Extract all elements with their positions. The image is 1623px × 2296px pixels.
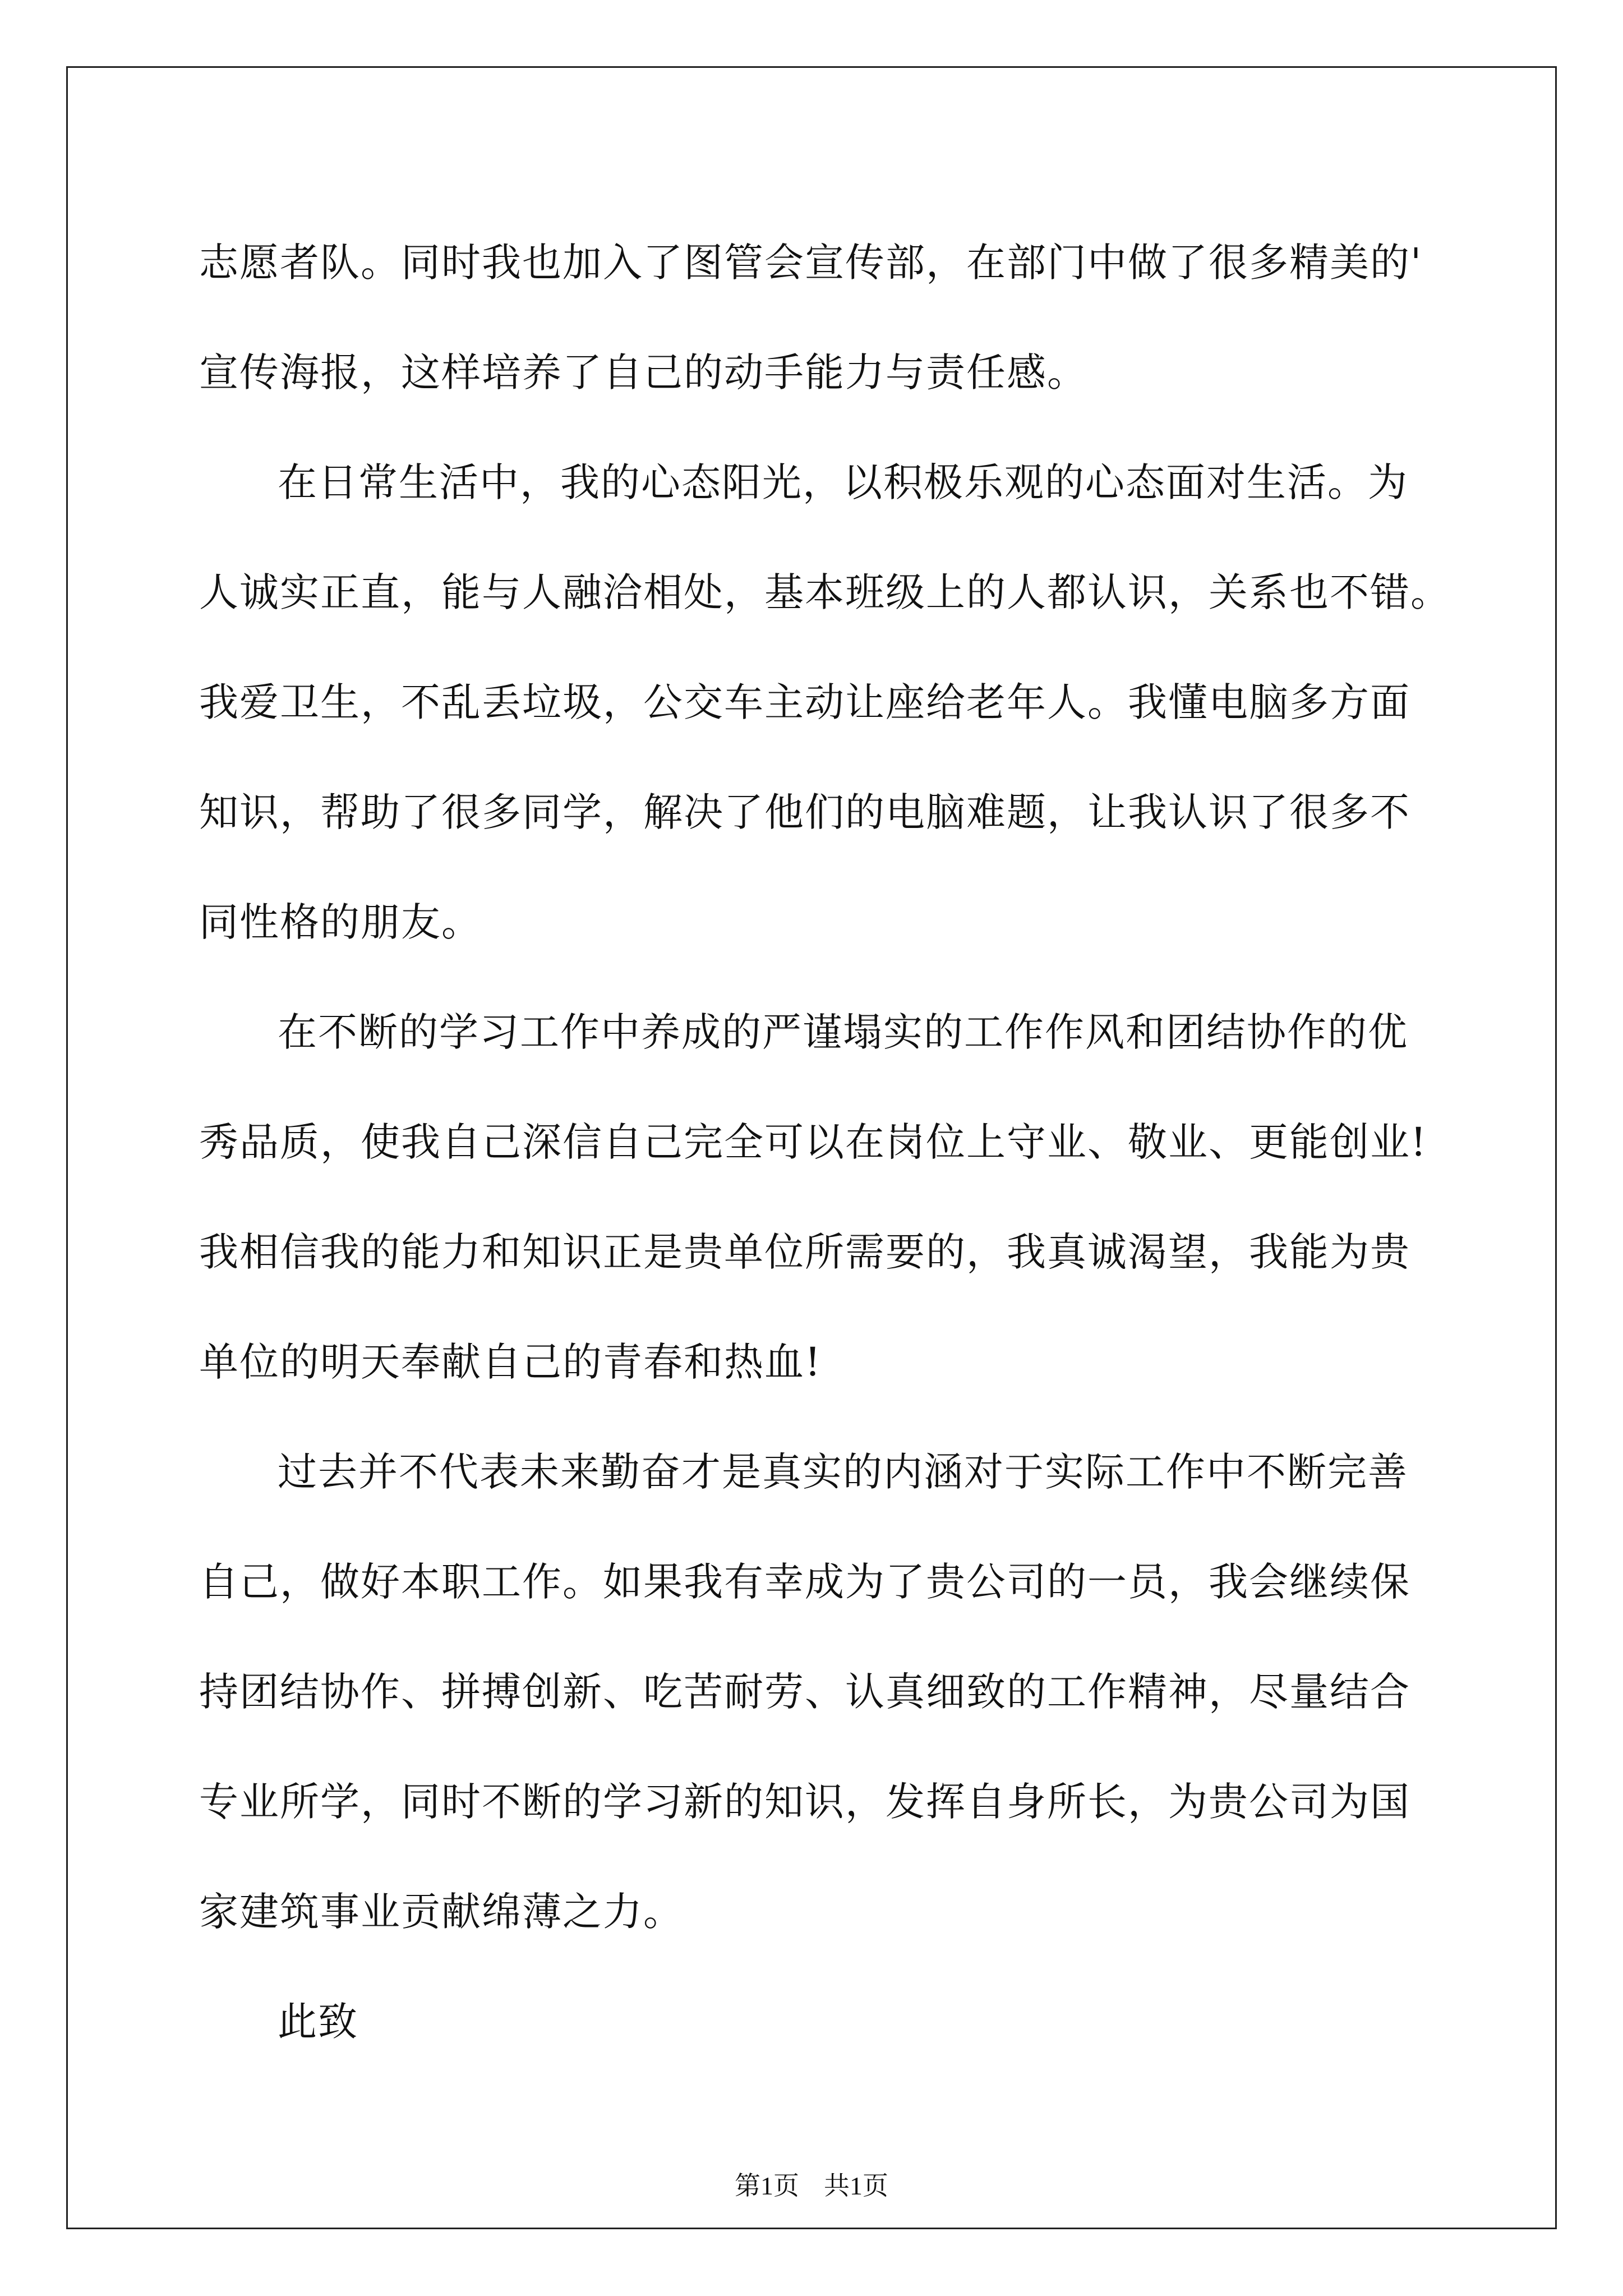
text-line: 人诚实正直，能与人融洽相处，基本班级上的人都认识，关系也不错。 bbox=[199, 569, 1451, 615]
text-line: 专业所学，同时不断的学习新的知识，发挥自身所长，为贵公司为国 bbox=[199, 1779, 1410, 1825]
page-footer bbox=[0, 2165, 1623, 2202]
page-total: 共1页 bbox=[824, 2171, 888, 2200]
paragraph-start-line: 在不断的学习工作中养成的严谨塌实的工作作风和团结协作的优 bbox=[278, 1009, 1408, 1055]
text-line: 秀品质，使我自己深信自己完全可以在岗位上守业、敬业、更能创业! bbox=[199, 1119, 1428, 1165]
text-line: 家建筑事业贡献绵薄之力。 bbox=[199, 1889, 684, 1935]
paragraph-start-line: 在日常生活中，我的心态阳光，以积极乐观的心态面对生活。为 bbox=[278, 459, 1408, 505]
closing-salutation: 此致 bbox=[278, 1999, 358, 2045]
text-line: 志愿者队。同时我也加入了图管会宣传部，在部门中做了很多精美的' bbox=[199, 240, 1423, 286]
document-body bbox=[199, 208, 1451, 2077]
text-line: 我爱卫生，不乱丢垃圾，公交车主动让座给老年人。我懂电脑多方面 bbox=[199, 679, 1410, 725]
text-line: 知识，帮助了很多同学，解决了他们的电脑难题，让我认识了很多不 bbox=[199, 789, 1410, 835]
text-line: 同性格的朋友。 bbox=[199, 899, 482, 945]
paragraph-start-line: 过去并不代表未来勤奋才是真实的内涵对于实际工作中不断完善 bbox=[278, 1449, 1408, 1495]
text-line: 单位的明天奉献自己的青春和热血! bbox=[199, 1339, 822, 1385]
page-number: 第1页 bbox=[735, 2171, 799, 2200]
text-line: 我相信我的能力和知识正是贵单位所需要的，我真诚渴望，我能为贵 bbox=[199, 1229, 1410, 1275]
text-line: 自己，做好本职工作。如果我有幸成为了贵公司的一员，我会继续保 bbox=[199, 1559, 1410, 1605]
text-line: 持团结协作、拼搏创新、吃苦耐劳、认真细致的工作精神，尽量结合 bbox=[199, 1669, 1410, 1715]
text-line: 宣传海报，这样培养了自己的动手能力与责任感。 bbox=[199, 349, 1087, 395]
